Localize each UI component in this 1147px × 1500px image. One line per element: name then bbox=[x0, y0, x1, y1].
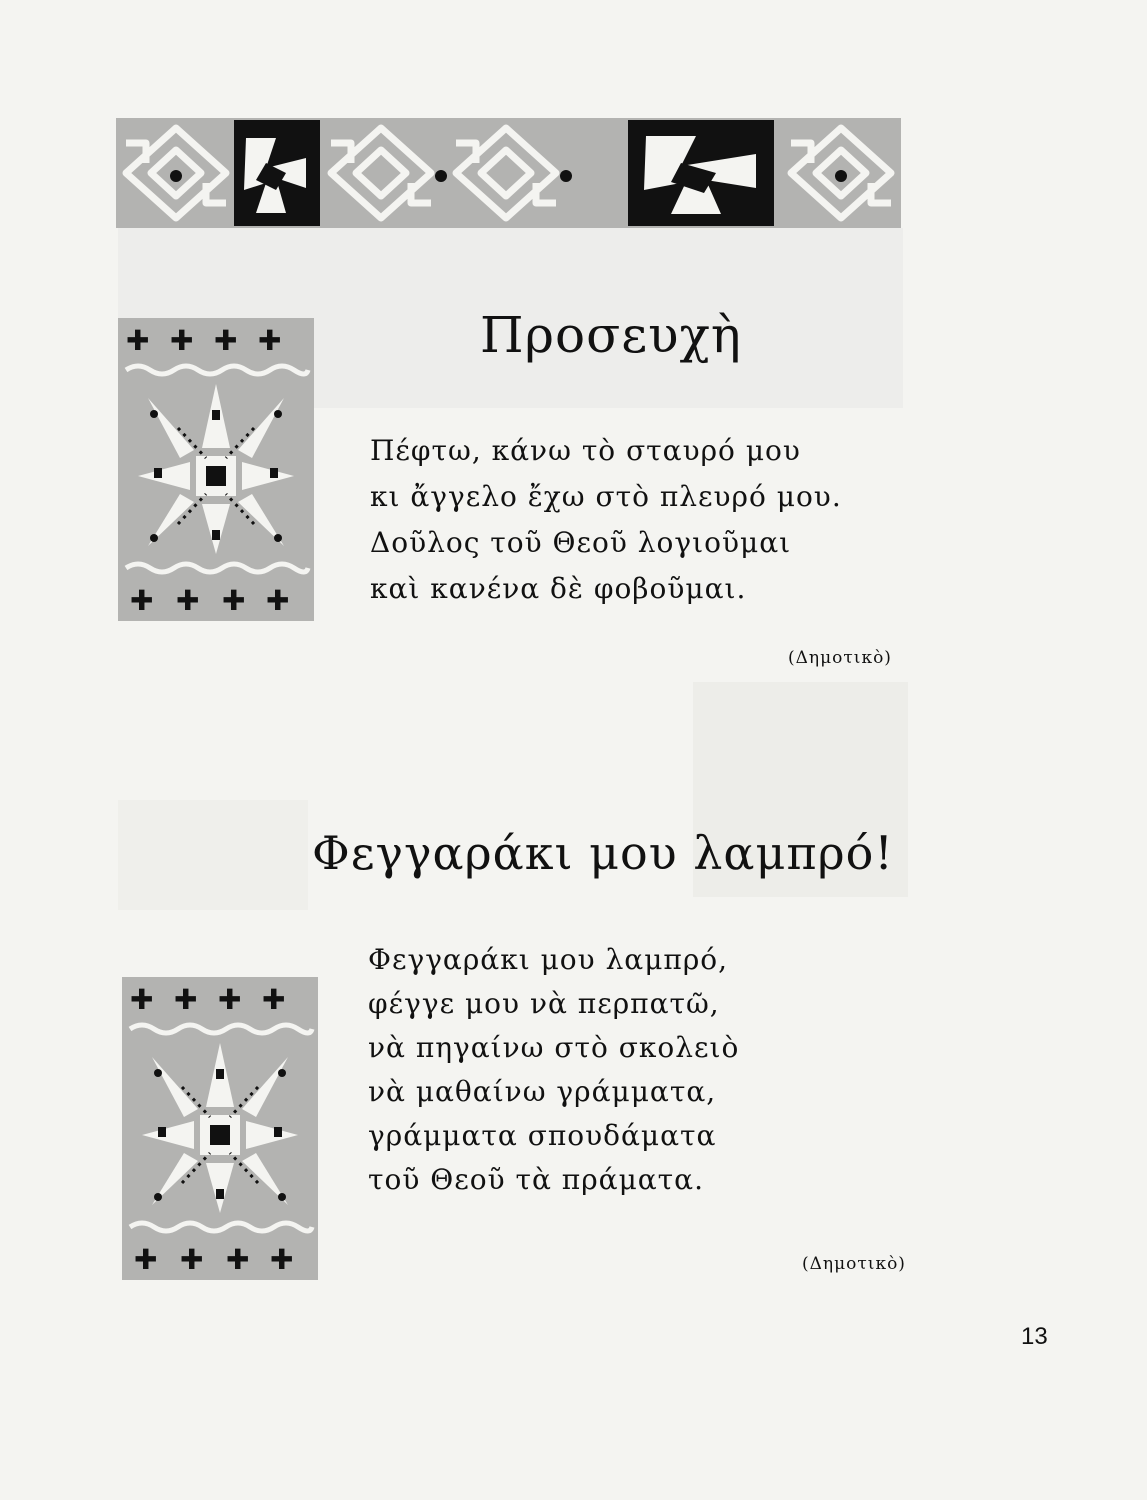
folk-pattern-icon bbox=[122, 977, 318, 1280]
svg-text:✚: ✚ bbox=[214, 324, 238, 357]
page-number: 13 bbox=[1021, 1323, 1048, 1350]
svg-text:✚: ✚ bbox=[134, 1243, 158, 1276]
svg-text:✚: ✚ bbox=[262, 983, 286, 1016]
svg-text:✚: ✚ bbox=[226, 1243, 250, 1276]
knot-motif bbox=[456, 128, 556, 218]
svg-text:✚: ✚ bbox=[130, 584, 154, 617]
folk-ornament-panel bbox=[122, 977, 318, 1280]
verse-line: νὰ πηγαίνω στὸ σκολειὸ bbox=[368, 1031, 740, 1064]
svg-text:✚: ✚ bbox=[218, 983, 242, 1016]
folk-pattern-icon bbox=[118, 318, 314, 621]
verse-line: καὶ κανένα δὲ φοβοῦμαι. bbox=[370, 572, 747, 605]
ornament-pattern-icon bbox=[116, 118, 901, 228]
svg-text:✚: ✚ bbox=[270, 1243, 294, 1276]
svg-text:✚: ✚ bbox=[258, 324, 282, 357]
svg-text:✚: ✚ bbox=[170, 324, 194, 357]
svg-text:✚: ✚ bbox=[180, 1243, 204, 1276]
show-through-image bbox=[118, 800, 308, 910]
knot-motif bbox=[331, 128, 431, 218]
folk-ornament-panel bbox=[118, 318, 314, 621]
verse-line: γράμματα σπουδάματα bbox=[368, 1119, 717, 1152]
verse-line: φέγγε μου νὰ περπατῶ, bbox=[368, 987, 720, 1020]
verse-line: κι ἄγγελο ἔχω στὸ πλευρό μου. bbox=[370, 480, 842, 513]
verse-line: Πέφτω, κάνω τὸ σταυρό μου bbox=[370, 434, 801, 467]
dark-block-motif bbox=[234, 120, 320, 226]
svg-text:✚: ✚ bbox=[266, 584, 290, 617]
verse-line: νὰ μαθαίνω γράμματα, bbox=[368, 1075, 717, 1108]
poem-title: Φεγγαράκι μου λαμπρό! bbox=[312, 826, 894, 880]
svg-text:✚: ✚ bbox=[174, 983, 198, 1016]
top-ornament-band bbox=[116, 118, 901, 228]
poem-source: (Δημοτικὸ) bbox=[788, 648, 892, 668]
dark-block-motif bbox=[628, 120, 774, 226]
verse-line: Δοῦλος τοῦ Θεοῦ λογιοῦμαι bbox=[370, 526, 792, 559]
svg-text:✚: ✚ bbox=[130, 983, 154, 1016]
verse-line: Φεγγαράκι μου λαμπρό, bbox=[368, 943, 729, 976]
svg-text:✚: ✚ bbox=[222, 584, 246, 617]
verse-line: τοῦ Θεοῦ τὰ πράματα. bbox=[368, 1163, 704, 1196]
poem-title: Προσευχὴ bbox=[480, 306, 742, 364]
poem-source: (Δημοτικὸ) bbox=[802, 1254, 906, 1274]
poem-verse bbox=[370, 428, 842, 612]
svg-text:✚: ✚ bbox=[176, 584, 200, 617]
svg-text:✚: ✚ bbox=[126, 324, 150, 357]
poem-verse bbox=[368, 938, 739, 1202]
